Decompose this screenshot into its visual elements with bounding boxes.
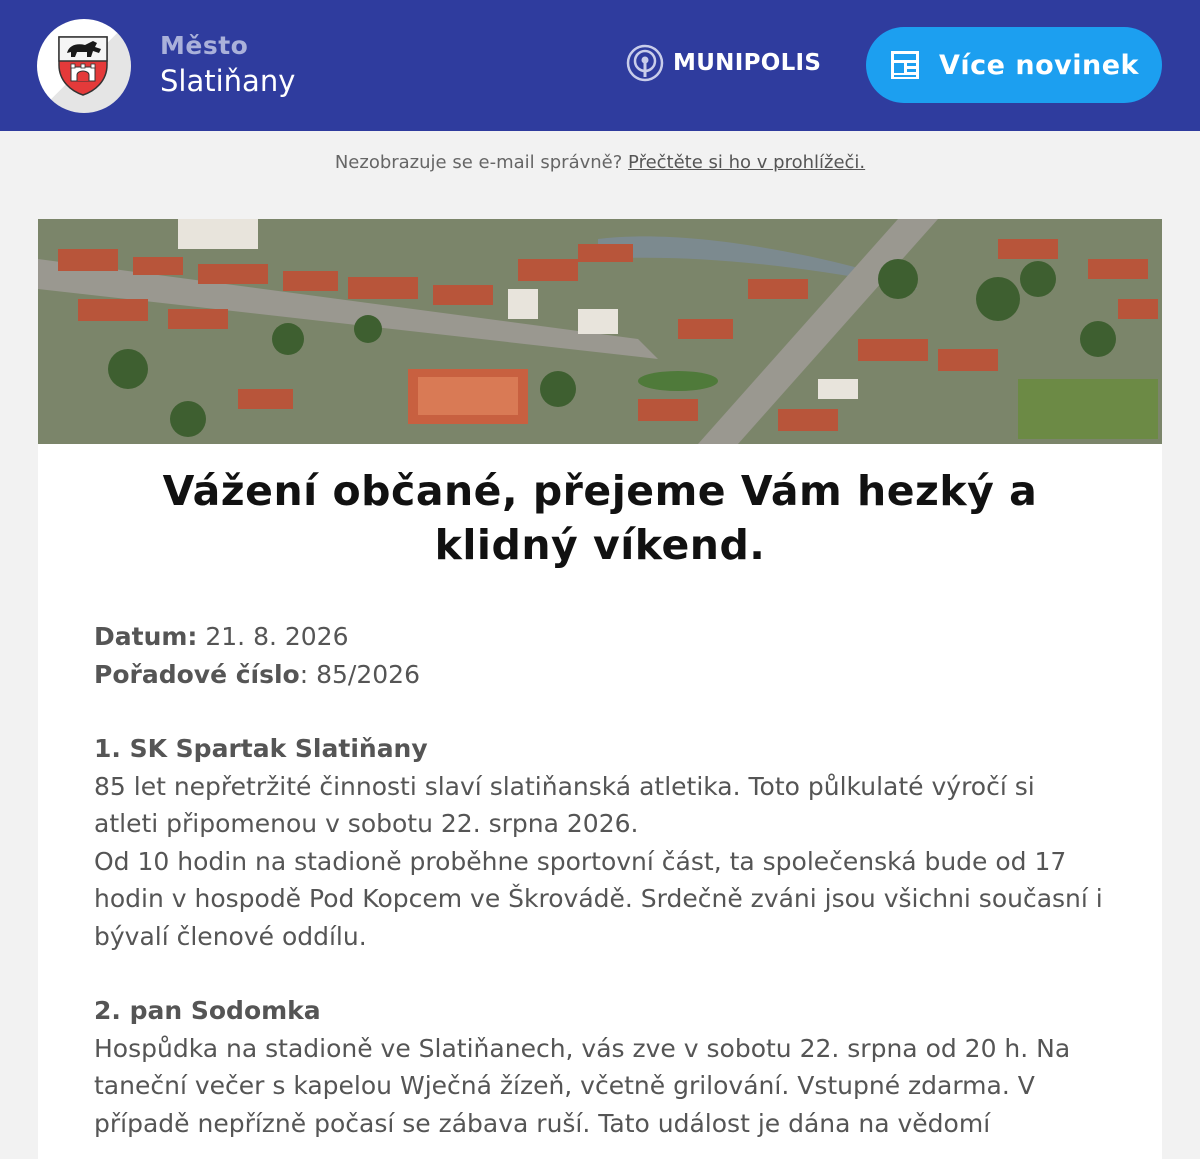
date-label: Datum:	[94, 622, 198, 651]
newsletter-card	[38, 219, 1162, 1159]
town-label: Město	[160, 31, 249, 60]
date-value: 21. 8. 2026	[197, 622, 349, 651]
munipolis-label: MUNIPOLIS	[673, 50, 822, 76]
view-in-browser-link[interactable]: Přečtěte si ho v prohlížeči.	[628, 152, 866, 173]
section1-title: 1. SK Spartak Slatiňany	[94, 734, 428, 763]
article-content	[94, 618, 1106, 1142]
munipolis-brand[interactable]	[626, 44, 821, 82]
more-news-label: Více novinek	[939, 49, 1139, 81]
headline: Vážení občané, přejeme Vám hezký a klidný víkend.	[162, 467, 1038, 569]
section2-paragraph1: Hospůdka na stadioně ve Slatiňanech, vás zve v sobotu 22. srpna od 20 h. Na taneční večer s kapelou Wječná žízeň, včetně grilování. Vstupné zdarma. V případě nepřízně počasí se zábava ruší. Tato událost je dána na vědomí	[94, 1033, 1071, 1138]
date-line	[94, 618, 1106, 656]
town-coat-of-arms-icon	[57, 35, 109, 97]
number-line	[94, 656, 1106, 694]
hero-image	[38, 219, 1162, 444]
newspaper-icon	[889, 49, 921, 81]
munipolis-broadcast-icon	[626, 44, 664, 82]
more-news-button[interactable]	[866, 27, 1162, 103]
section1-paragraph2: Od 10 hodin na stadioně proběhne sportovní část, ta společenská bude od 17 hodin v hospodě Pod Kopcem ve Škrovádě. Srdečně zváni jsou všichni současní i bývalí členové oddílu.	[94, 846, 1103, 951]
number-value: : 85/2026	[299, 659, 420, 689]
section1-paragraph1: 85 let nepřetržité činnosti slaví slatiňanská atletika. Toto půlkulaté výročí si atleti připomenou v sobotu 22. srpna 2026.	[94, 771, 1035, 838]
town-logo[interactable]	[37, 19, 131, 113]
email-header	[0, 0, 1200, 131]
town-name: Slatiňany	[160, 64, 296, 98]
number-label: Pořadové číslo	[94, 659, 300, 689]
section2-title: 2. pan Sodomka	[94, 996, 321, 1025]
preheader	[0, 152, 1200, 173]
preheader-text: Nezobrazuje se e-mail správně?	[334, 152, 623, 173]
